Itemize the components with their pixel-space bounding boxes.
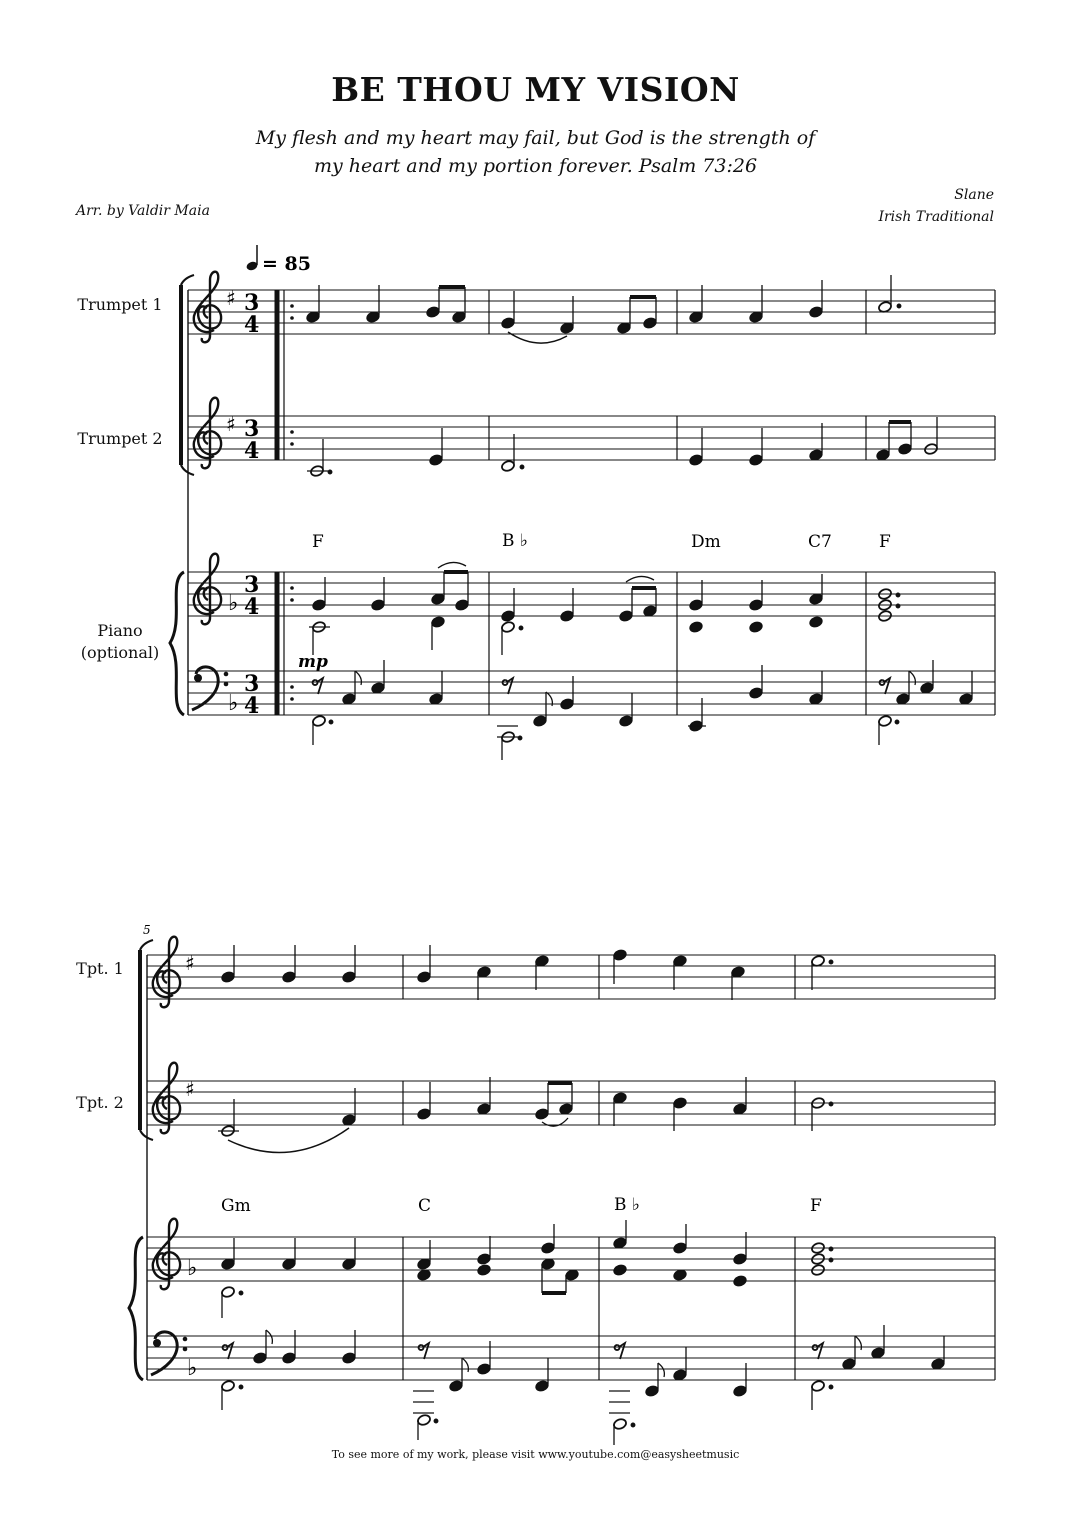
piano-bass-notes <box>312 660 974 760</box>
sharp-key-signature: ♯ <box>226 286 236 310</box>
time-signatures <box>244 290 259 719</box>
system-2 <box>129 923 995 1445</box>
treble-clef-icon <box>153 937 180 1008</box>
svg-text:3: 3 <box>244 416 260 442</box>
epigraph-line-2: my heart and my portion forever. Psalm 73:26 <box>313 155 758 177</box>
trumpet-1-notes <box>306 275 901 343</box>
chord-symbols-system-2 <box>221 1195 822 1216</box>
piano-treble-notes <box>221 1220 833 1318</box>
instrument-label-tpt-1: Tpt. 1 <box>76 959 124 978</box>
piano-brace <box>170 572 184 715</box>
chord-symbol: C <box>418 1196 432 1216</box>
piano-label-line-1: Piano <box>97 621 143 640</box>
arranger-credit: Arr. by Valdir Maia <box>76 203 210 219</box>
piano-label-line-2: (optional) <box>80 643 160 662</box>
svg-text:4: 4 <box>244 438 260 464</box>
trumpet-2-notes <box>218 1077 833 1153</box>
tune-name: Slane <box>954 187 994 203</box>
treble-clef-icon <box>153 1063 180 1134</box>
piano-treble-notes <box>309 562 900 655</box>
chord-symbol: F <box>879 532 891 552</box>
staff-trumpet-1 <box>147 955 995 999</box>
sharp-key-signature: ♯ <box>185 951 195 975</box>
chord-symbol: B ♭ <box>502 531 528 551</box>
svg-text:3: 3 <box>244 290 260 316</box>
trumpet-1-notes <box>221 945 833 1000</box>
measure-number: 5 <box>143 923 151 937</box>
flat-key-signature: ♭ <box>187 1256 198 1281</box>
svg-text:4: 4 <box>244 312 260 338</box>
staff-trumpet-2 <box>147 1081 995 1125</box>
barlines <box>489 290 995 715</box>
staff-trumpet-2 <box>188 416 995 460</box>
trumpet-2-notes <box>307 417 938 477</box>
svg-text:4: 4 <box>244 594 260 620</box>
chord-symbols-system-1 <box>312 531 891 552</box>
dynamic-marking: mp <box>298 652 328 672</box>
tempo-marking <box>245 245 311 275</box>
tempo-value: = 85 <box>262 253 311 275</box>
svg-text:3: 3 <box>244 671 260 697</box>
chord-symbol: Gm <box>221 1196 251 1216</box>
barlines <box>403 955 995 1380</box>
svg-text:3: 3 <box>244 572 260 598</box>
system-1 <box>170 245 995 760</box>
treble-clef-icon <box>194 554 221 625</box>
instrument-label-trumpet-2: Trumpet 2 <box>77 429 163 448</box>
chord-symbol: F <box>312 532 324 552</box>
instrument-label-trumpet-1: Trumpet 1 <box>77 295 163 314</box>
sharp-key-signature: ♯ <box>185 1077 195 1101</box>
treble-clef-icon <box>153 1219 180 1290</box>
flat-key-signature: ♭ <box>228 691 239 716</box>
staff-piano-bass <box>147 1336 995 1380</box>
instrument-label-tpt-2: Tpt. 2 <box>76 1093 124 1112</box>
piano-brace <box>129 1237 143 1380</box>
flat-key-signature: ♭ <box>228 591 239 616</box>
staff-piano-treble <box>188 572 995 616</box>
chord-symbol: B ♭ <box>614 1195 640 1215</box>
chord-symbol: Dm <box>691 532 721 552</box>
treble-clef-icon <box>194 272 221 343</box>
epigraph-line-1: My flesh and my heart may fail, but God is the strength of <box>255 127 816 149</box>
score-title: BE THOU MY VISION <box>331 70 740 109</box>
start-repeat-barlines <box>277 290 294 715</box>
svg-text:4: 4 <box>244 693 260 719</box>
footer-note: To see more of my work, please visit www.youtube.com@easysheetmusic <box>331 1448 740 1461</box>
staff-piano-bass <box>188 671 995 715</box>
tune-origin: Irish Traditional <box>878 209 994 225</box>
treble-clef-icon <box>194 398 221 469</box>
chord-symbol: C7 <box>808 532 832 552</box>
sharp-key-signature: ♯ <box>226 412 236 436</box>
flat-key-signature: ♭ <box>187 1356 198 1381</box>
piano-bass-notes <box>221 1325 946 1445</box>
chord-symbol: F <box>810 1196 822 1216</box>
staff-trumpet-1 <box>188 290 995 334</box>
